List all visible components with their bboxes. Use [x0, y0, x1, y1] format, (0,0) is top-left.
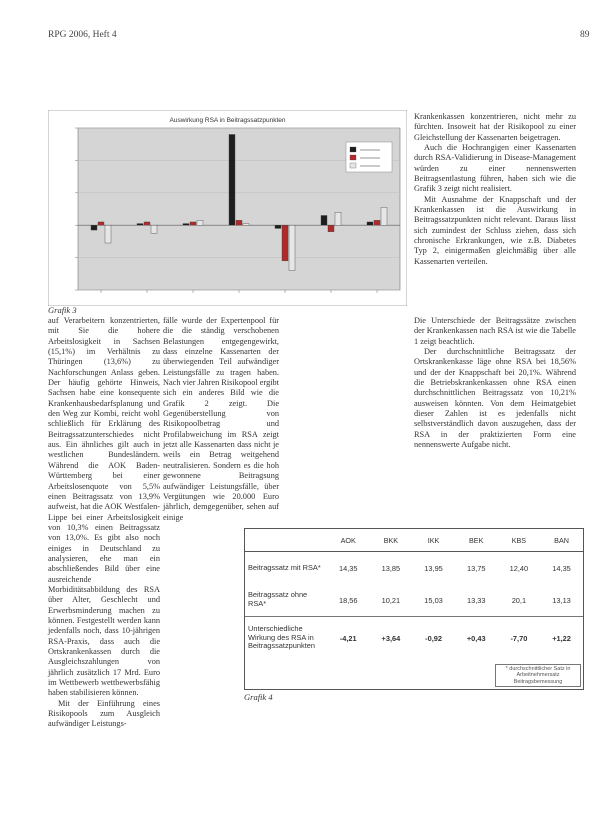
bar: [289, 225, 295, 270]
bar: [236, 220, 242, 225]
bar: [91, 225, 97, 230]
table-cell: 14,35: [552, 563, 571, 573]
legend-swatch: [350, 163, 356, 168]
bar: [328, 225, 334, 231]
table-row: [245, 584, 583, 617]
row-label: Beitragssatz mit RSA*: [248, 562, 321, 572]
paragraph: Mit der Einführung eines Risikopools zum Ausgleich aufwändiger Leistungs-: [48, 698, 160, 729]
text-column-2: [163, 316, 279, 523]
table-header-cell: KBS: [498, 529, 540, 552]
table-cell: 18,56: [338, 595, 358, 605]
bar: [374, 220, 380, 225]
figure-caption: Grafik 3: [48, 305, 77, 315]
bar: [229, 134, 235, 225]
table-cell: 13,95: [424, 563, 443, 573]
table-header-cell: BEK: [455, 529, 498, 552]
row-label: Unterschiedliche Wirkung des RSA in Beitragssatzpunkten: [245, 617, 327, 660]
bar: [183, 224, 189, 226]
table-cell: 20,1: [511, 595, 527, 605]
row-label: Beitragssatz ohne RSA*: [248, 590, 308, 608]
table-cell: -7,70: [498, 617, 540, 660]
table-header-cell: BKK: [369, 529, 412, 552]
table-header-cell: AOK: [327, 529, 369, 552]
paragraph: Auch die Hochrangigen einer Kassenarten durch RSA-Validierung in Disease-Management würden zu einer nennenswerten Beitragsentlastung führen, haben sich wie die Grafik 3 zeigt nicht realisiert.: [414, 143, 576, 194]
bar: [98, 222, 104, 225]
table-caption: Grafik 4: [244, 692, 273, 702]
bar: [137, 224, 143, 226]
text-column-3-bottom: [414, 316, 576, 450]
text-column-1: [48, 316, 160, 730]
table-cell: -4,21: [327, 617, 369, 660]
table-cell: 10,21: [381, 595, 401, 605]
table-cell: +1,22: [540, 617, 583, 660]
chart-title: Auswirkung RSA in Beitragssatzpunkten: [169, 117, 286, 124]
table-cell: 13,13: [552, 595, 571, 605]
bar: [282, 225, 288, 261]
paragraph: Die Unterschiede der Beitragssätze zwischen der Krankenkassen nach RSA ist wie die Tabelle 1 zeigt beachtlich.: [414, 316, 576, 346]
table-cell: +3,64: [369, 617, 412, 660]
table-row: [245, 552, 583, 585]
legend-swatch: [350, 155, 356, 160]
table-footnote: * durchschnittlicher Satz in Arbeitnehmersatz Beitragsbemessung: [495, 664, 581, 688]
paragraph: Krankenkassen konzentrieren, nicht mehr zu fürchten. Insoweit hat der Risikopool zu einer Gleichstellung der Kassenarten beigetragen.: [414, 112, 576, 142]
bar: [197, 220, 203, 225]
bar: [381, 207, 387, 225]
table-header-cell: BAN: [540, 529, 583, 552]
paragraph: Der durchschnittliche Beitragssatz der Ortskrankenkasse läge ohne RSA bei 18,56% und der der Knappschaft bei 20,1%. Während die Betriebskrankenkassen ohne RSA einen durchschnittlichen Beitragssatz von 10,21% ausweisen könnten. Von dem Heimatgebiet dieser Zahlen ist es jedenfalls nicht selbstverständlich davon auszugehen, dass der RSA in der praktizierten Form eine nennenswerte Aufgabe nicht.: [414, 347, 576, 450]
bar: [275, 225, 281, 228]
beitragssatz-table: [244, 528, 584, 690]
bar: [151, 225, 157, 233]
table-cell: 14,35: [338, 563, 358, 573]
paragraph: Mit Ausnahme der Knappschaft und der Krankenkassen ist die Auswirkung in Beitragssatzpunkten nicht relevant. Daraus lässt sich zumindest der Schluss ziehen, dass sich chronische Erkrankungen, wie z.B. Diabetes Typ 2, einigermaßen gleichmäßig über alle Kassenarten verteilen.: [414, 194, 576, 266]
bar: [144, 222, 150, 225]
bar: [190, 222, 196, 225]
table-row: [245, 617, 583, 660]
table-cell: 12,40: [509, 563, 529, 573]
bar: [321, 215, 327, 225]
paragraph: fälle wurde der Expertenpool für die die ständig verschobenen Belastungen entgegengewirkt, dass einzelne Kassenarten der überwiegenden Teil aufwändiger Leistungsfälle zu tragen haben. Nach vier Jahren Risikopool ergibt sich ein anderes Bild wie die Grafik 2 zeigt. Die Gegenüberstellung von Risikopoolbetrag und Profilabweichung im RSA zeigt jetzt alle Kassenarten dass nicht je weils ein Betrag weitgehend neutralisieren. Sondern es die hoh gewonnene Beitragsung aufwändiger Leistungsfälle, über Vergütungen wie 20.000 Euro jährlich, demgegenüber, sehen auf einige: [163, 316, 279, 522]
table-cell: 15,03: [424, 595, 443, 605]
table-cell: 13,75: [466, 563, 486, 573]
legend-swatch: [350, 147, 356, 152]
bar-chart: [48, 110, 407, 306]
bar: [105, 225, 111, 243]
page-number: 89: [580, 30, 590, 40]
table-cell: 13,85: [381, 563, 401, 573]
table-header-cell: [245, 529, 327, 552]
table-cell: +0,43: [455, 617, 498, 660]
running-header: RPG 2006, Heft 4: [48, 30, 117, 40]
table-cell: 13,33: [466, 595, 486, 605]
paragraph: auf Verarbeitern konzentrierten, mit Sie die hohere Arbeitslosigkeit in Sachsen (15,1%) im Verhältnis zu Thüringen (13,6%) zu Nachforschungen Anlass geben. Der häufig gehörte Hinweis, Sachsen habe eine konsequente Krankenhausbedarfsplanung und den Weg zur Kombi, reicht wohl schließlich für Erklärung des Beitragssatzunterschiedes nicht aus. Ein ähnliches gilt auch in westlichen Bundesländern. Während die AOK Baden-Württemberg bei einer Arbeitslosenquote von 5,5% einen Beitragssatz von 13,9% aufweist, hat die AOK Westfalen-Lippe bei einer Arbeitslosigkeit von 10,3% einen Beitragssatz von 13,0%. Es gibt also noch einiges in Deutschland zu analysieren, ehe man ein abschließendes Bild über eine ausreichende Morbiditätsabbildung des RSA über Alter, Geschlecht und Erwerbsminderung machen zu können. Festgestellt werden kann jedenfalls noch, dass 10-jährigen RSA-Praxis, dass auch die Ortskrankenkassen durch die Ausgleichszahlungen von jährlich zusätzlich 17 Mrd. Euro im Wettbewerb wettbewerbsfähig haben stabilisieren können.: [48, 316, 160, 698]
table-cell: -0,92: [412, 617, 454, 660]
bar: [367, 222, 373, 225]
chart-figure: [48, 110, 407, 306]
table-header-cell: IKK: [412, 529, 454, 552]
bar: [335, 212, 341, 225]
table-header-row: [245, 529, 583, 552]
bar: [243, 224, 249, 226]
text-column-3-top: [414, 112, 576, 267]
